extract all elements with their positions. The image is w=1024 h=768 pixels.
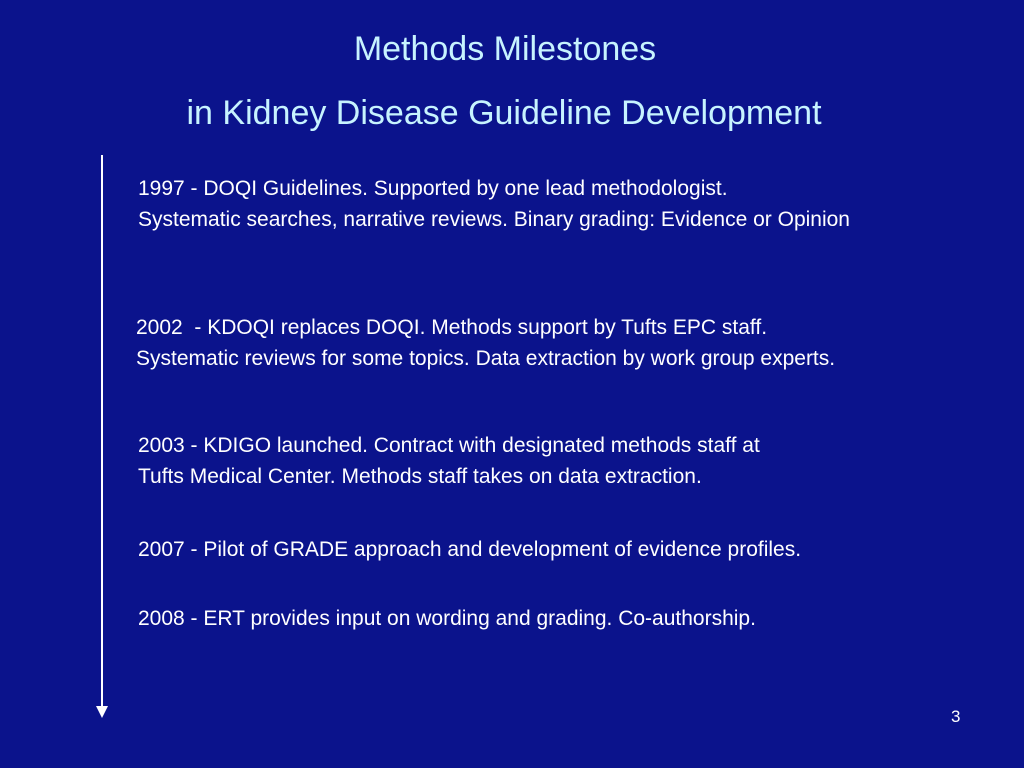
milestone-text: 1997 - DOQI Guidelines. Supported by one lead methodologist. bbox=[138, 177, 728, 200]
page-number: 3 bbox=[951, 707, 961, 726]
milestone-text: 2008 - ERT provides input on wording and grading. Co-authorship. bbox=[138, 607, 756, 630]
milestone-text: Tufts Medical Center. Methods staff takes on data extraction. bbox=[138, 464, 702, 488]
milestone-text: 2002 - KDOQI replaces DOQI. Methods support by Tufts EPC staff. bbox=[136, 316, 768, 339]
milestone-text: Systematic reviews for some topics. Data extraction by work group experts. bbox=[136, 346, 836, 370]
milestone-1997 bbox=[138, 174, 850, 235]
milestone-text: Systematic searches, narrative reviews. Binary grading: Evidence or Opinion bbox=[138, 207, 850, 231]
milestone-text: 2007 - Pilot of GRADE approach and development of evidence profiles. bbox=[138, 538, 802, 561]
slide-title-line-1: Methods Milestones bbox=[353, 30, 657, 68]
timeline-line bbox=[101, 155, 103, 710]
timeline-arrow-down-icon bbox=[96, 706, 108, 718]
milestone-2002 bbox=[136, 313, 835, 374]
milestone-2008 bbox=[138, 604, 756, 635]
milestone-2007 bbox=[138, 535, 801, 566]
milestone-text: 2003 - KDIGO launched. Contract with designated methods staff at bbox=[138, 434, 760, 457]
slide-title-line-2: in Kidney Disease Guideline Development bbox=[186, 94, 822, 132]
milestone-2003 bbox=[138, 431, 760, 492]
